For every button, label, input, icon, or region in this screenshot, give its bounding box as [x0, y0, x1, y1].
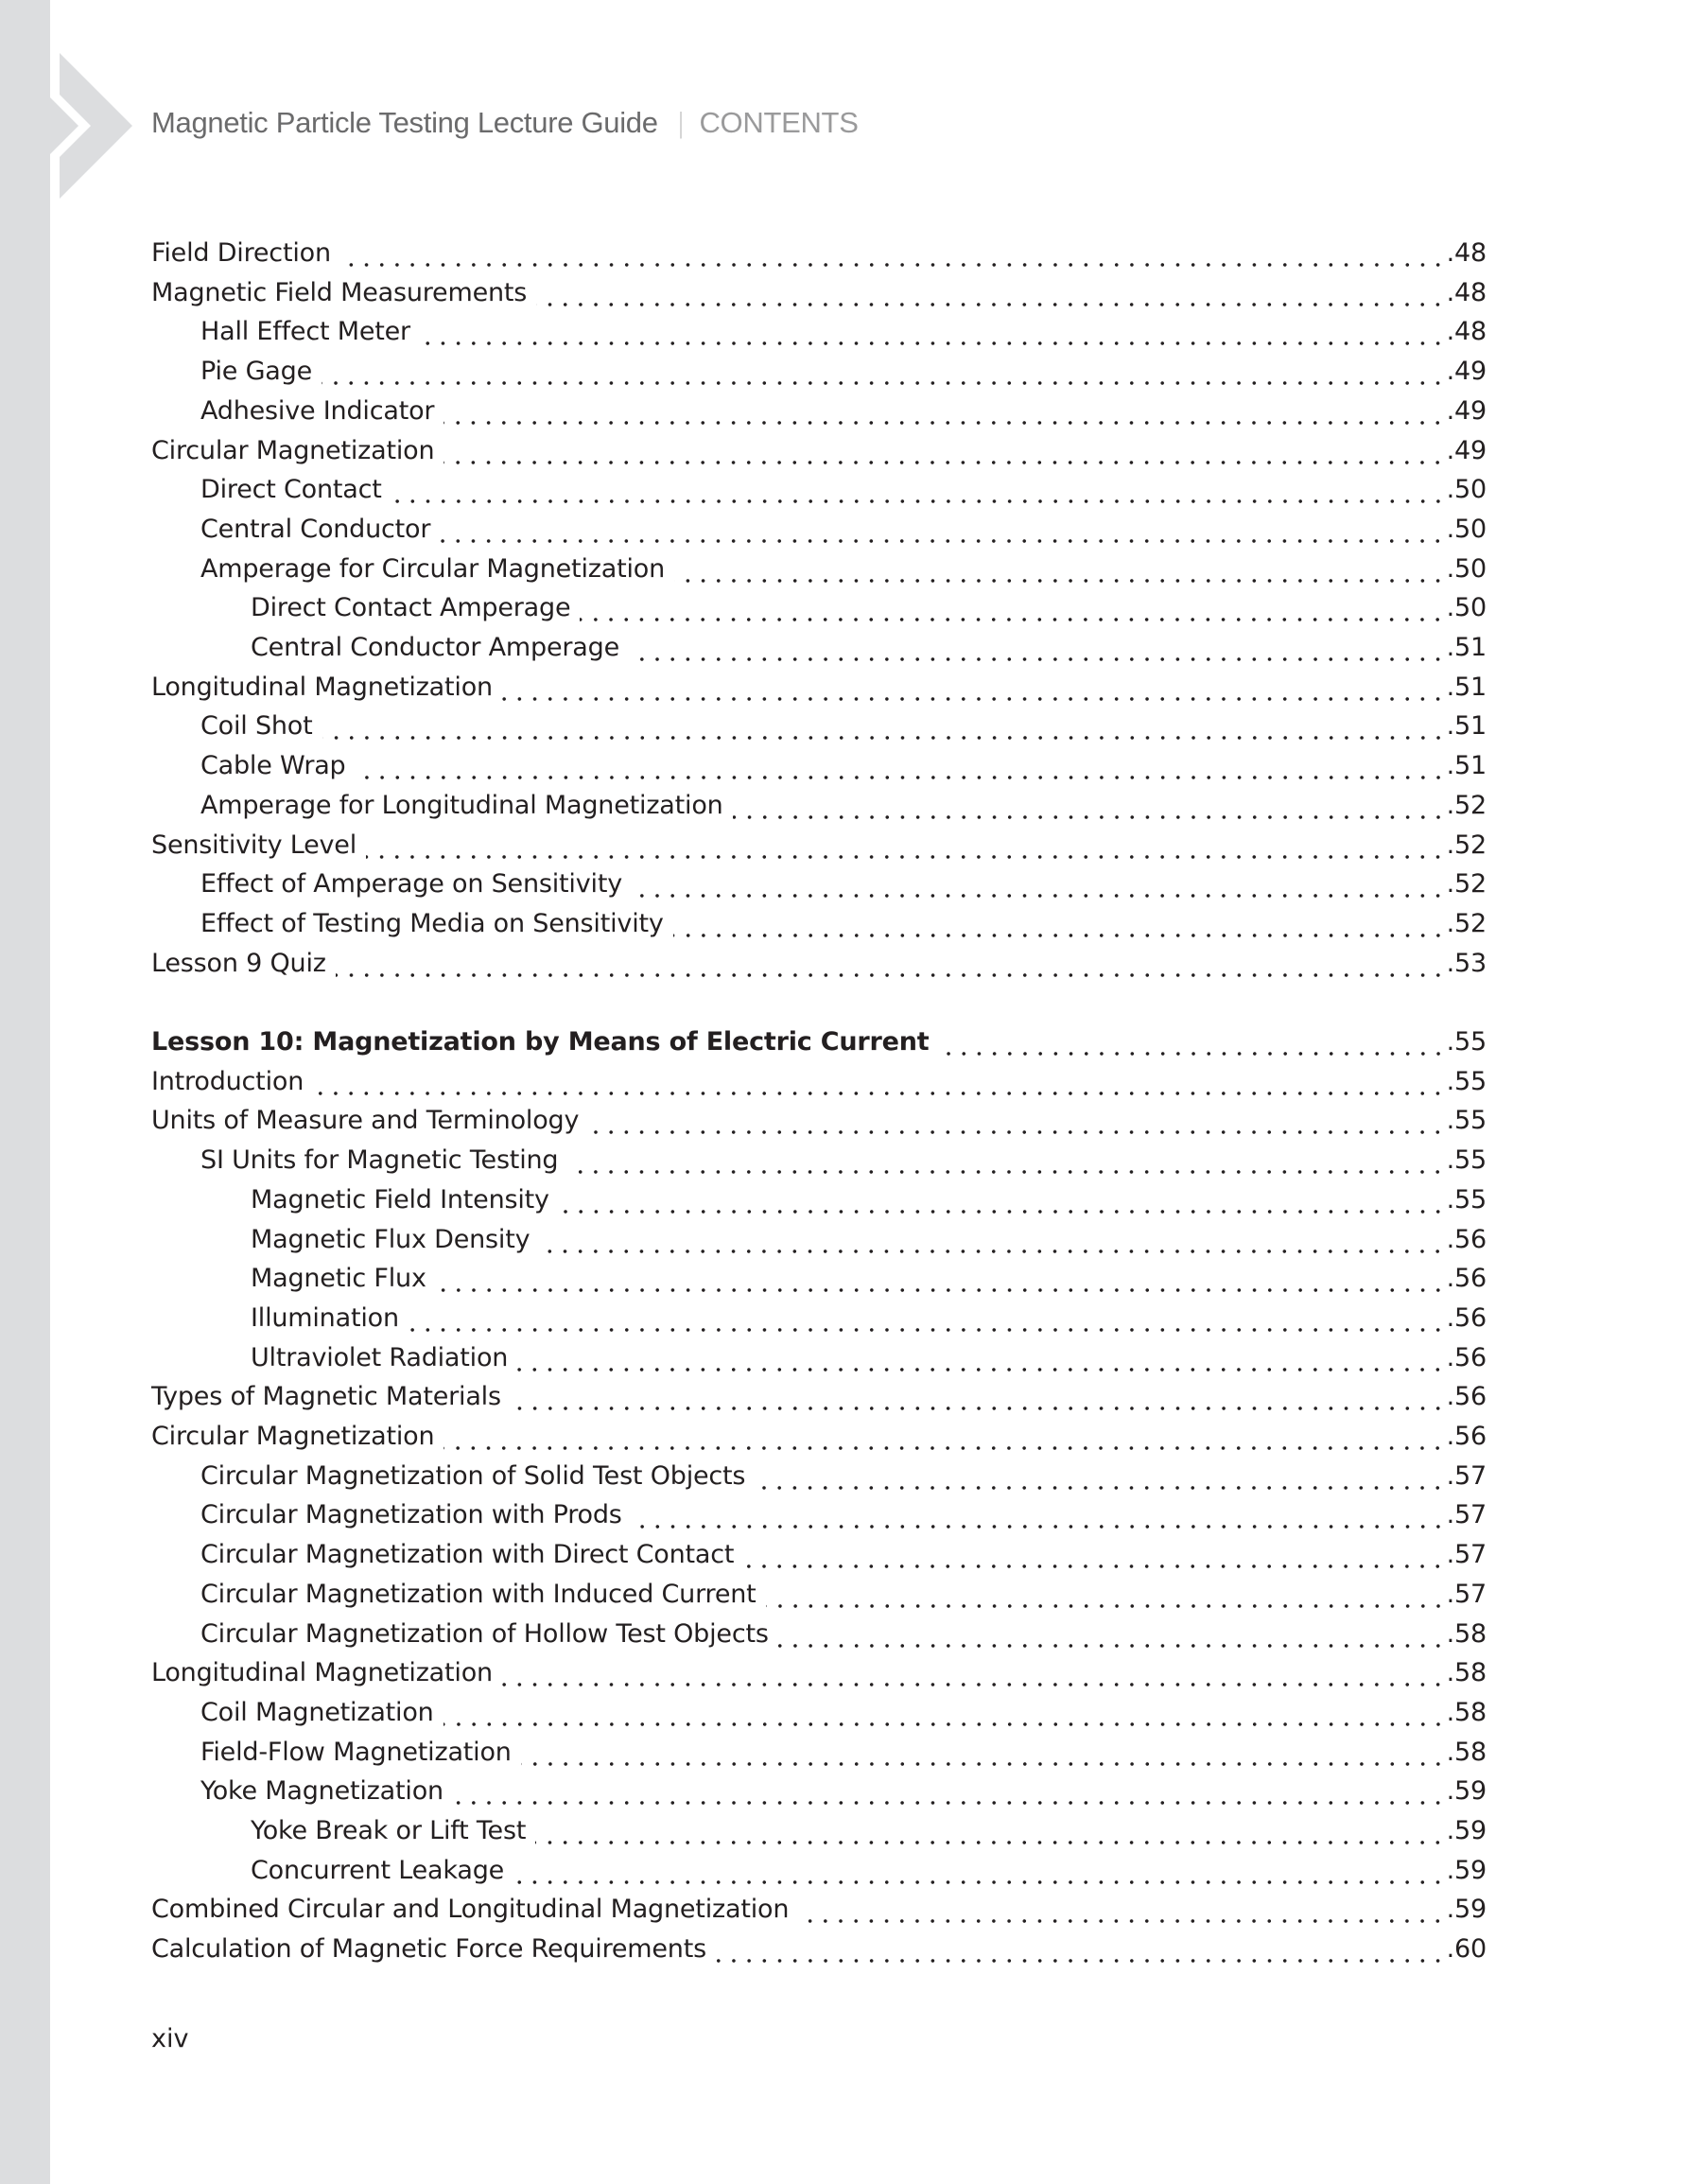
toc-entry-title: Circular Magnetization of Hollow Test Objects [200, 1618, 769, 1649]
toc-page-number: .58 [1446, 1618, 1487, 1649]
toc-page-number: .48 [1446, 238, 1487, 268]
toc-page-number: .51 [1446, 751, 1487, 781]
toc-entry[interactable] [151, 830, 1487, 870]
toc-page-number: .57 [1446, 1540, 1487, 1570]
toc-entry[interactable] [251, 1185, 1487, 1225]
toc-page-number: .50 [1446, 514, 1487, 544]
toc-entry-title: Calculation of Magnetic Force Requirements [151, 1934, 706, 1965]
toc-entry-title: Direct Contact [200, 475, 382, 505]
toc-entry-title: Coil Magnetization [200, 1697, 434, 1727]
dot-leader [674, 577, 1446, 585]
dot-leader [443, 459, 1445, 466]
toc-entry-title: Coil Shot [200, 711, 313, 742]
page-number: xiv [151, 2024, 189, 2053]
toc-page-number: .48 [1446, 317, 1487, 347]
toc-page-number: .50 [1446, 593, 1487, 623]
toc-entry-title: Central Conductor [200, 514, 431, 544]
toc-entry[interactable] [200, 1738, 1487, 1777]
toc-entry[interactable] [200, 751, 1487, 791]
toc-entry[interactable] [151, 1934, 1487, 1974]
toc-entry[interactable] [251, 1303, 1487, 1343]
toc-entry[interactable] [151, 1422, 1487, 1461]
toc-entry-title: Types of Magnetic Materials [151, 1382, 501, 1412]
toc-entry[interactable] [251, 633, 1487, 673]
toc-entry-title: Field-Flow Magnetization [200, 1737, 512, 1767]
toc-page-number: .48 [1446, 277, 1487, 307]
toc-entry[interactable] [151, 949, 1487, 988]
toc-entry-title: Units of Measure and Terminology [151, 1106, 580, 1136]
toc-entry[interactable] [200, 475, 1487, 515]
toc-entry-title: Introduction [151, 1066, 304, 1096]
dot-leader [366, 853, 1446, 861]
dot-leader [356, 774, 1446, 781]
toc-page-number: .51 [1446, 672, 1487, 702]
dot-leader [517, 1366, 1445, 1373]
toc-page-number: .56 [1446, 1264, 1487, 1294]
toc-page-number: .51 [1446, 711, 1487, 742]
toc-page-number: .55 [1446, 1184, 1487, 1214]
toc-entry[interactable] [251, 1856, 1487, 1896]
dot-leader [535, 1839, 1445, 1846]
toc-page-number: .52 [1446, 908, 1487, 938]
dot-leader [766, 1602, 1446, 1610]
toc-entry-title: Ultraviolet Radiation [251, 1342, 509, 1372]
toc-entry[interactable] [151, 238, 1487, 278]
dot-leader [513, 1878, 1446, 1886]
dot-leader [743, 1563, 1445, 1570]
dot-leader [716, 1957, 1446, 1965]
toc-page-number: .56 [1446, 1422, 1487, 1451]
toc-entry[interactable] [200, 711, 1487, 751]
dot-leader [580, 616, 1445, 623]
dot-leader [536, 301, 1446, 308]
toc-page-number: .52 [1446, 830, 1487, 860]
toc-entry-title: Field Direction [151, 238, 331, 268]
toc-entry[interactable] [200, 1500, 1487, 1540]
toc-entry[interactable] [200, 1776, 1487, 1816]
toc-entry-title: Magnetic Flux [251, 1264, 426, 1294]
toc-entry[interactable] [151, 1106, 1487, 1145]
toc-entry-title: Hall Effect Meter [200, 317, 410, 347]
toc-page-number: .58 [1446, 1697, 1487, 1727]
toc-page-number: .59 [1446, 1895, 1487, 1925]
toc-page-number: .52 [1446, 869, 1487, 900]
toc-page-number: .53 [1446, 948, 1487, 978]
dot-leader [733, 813, 1446, 821]
toc-entry-title: Concurrent Leakage [251, 1855, 505, 1885]
dot-leader [511, 1405, 1446, 1412]
toc-entry-title: Magnetic Flux Density [251, 1224, 530, 1254]
toc-entry-title: Direct Contact Amperage [251, 593, 571, 623]
dot-leader [939, 1050, 1446, 1057]
dot-leader [391, 498, 1446, 505]
toc-entry[interactable] [200, 1619, 1487, 1659]
dot-leader [440, 537, 1445, 545]
toc-entry-title: Effect of Testing Media on Sensitivity [200, 908, 664, 938]
toc-entry-title: Circular Magnetization with Prods [200, 1500, 622, 1530]
dot-leader [521, 1760, 1446, 1768]
dot-leader [322, 734, 1446, 742]
toc-page-number: .57 [1446, 1500, 1487, 1530]
toc-entry[interactable] [251, 1225, 1487, 1265]
toc-page-number: .52 [1446, 790, 1487, 820]
toc-entry-title: Sensitivity Level [151, 830, 357, 860]
toc-entry-title: Circular Magnetization with Direct Contact [200, 1540, 735, 1570]
toc-entry[interactable] [151, 673, 1487, 712]
toc-page-number: .55 [1446, 1106, 1487, 1136]
toc-entry-title: Magnetic Field Measurements [151, 277, 528, 307]
dot-leader [443, 1721, 1446, 1728]
toc-page-number: .59 [1446, 1816, 1487, 1845]
toc-entry-title: Longitudinal Magnetization [151, 1658, 493, 1688]
dot-leader [567, 1168, 1445, 1176]
toc-page-number: .49 [1446, 435, 1487, 465]
toc-page-number: .50 [1446, 553, 1487, 584]
dot-leader [502, 695, 1446, 703]
toc-entry[interactable] [200, 869, 1487, 909]
dot-leader [588, 1128, 1445, 1136]
toc-entry[interactable] [200, 554, 1487, 594]
toc-chapter-heading[interactable] [151, 1027, 1487, 1067]
toc-page-number: .50 [1446, 475, 1487, 505]
toc-page-number: .57 [1446, 1460, 1487, 1491]
toc-entry-title: Circular Magnetization of Solid Test Objects [200, 1460, 746, 1491]
toc-entry-title: Circular Magnetization with Induced Current [200, 1579, 757, 1609]
toc-entry-title: Cable Wrap [200, 751, 346, 781]
dot-leader [443, 419, 1445, 427]
dot-leader [755, 1484, 1445, 1492]
toc-entry[interactable] [200, 1145, 1487, 1185]
dot-leader [322, 379, 1446, 387]
toc-entry[interactable] [151, 278, 1487, 318]
toc-entry[interactable] [251, 1816, 1487, 1856]
toc-entry[interactable] [251, 593, 1487, 633]
header-separator: | [678, 106, 683, 139]
toc-entry[interactable] [151, 1895, 1487, 1934]
toc-entry-title: Effect of Amperage on Sensitivity [200, 869, 622, 900]
toc-entry[interactable] [151, 1382, 1487, 1422]
toc-page-number: .55 [1446, 1145, 1487, 1176]
toc-page-number: .55 [1446, 1066, 1487, 1096]
toc-entry[interactable] [200, 909, 1487, 949]
dot-leader [559, 1208, 1446, 1215]
toc-entry-title: Circular Magnetization [151, 435, 435, 465]
toc-entry-title: Pie Gage [200, 357, 313, 387]
toc-entry[interactable] [200, 1580, 1487, 1619]
dot-leader [443, 1444, 1445, 1452]
document-title: Magnetic Particle Testing Lecture Guide [151, 106, 658, 139]
toc-entry-title: Adhesive Indicator [200, 395, 435, 426]
toc-entry-title: Circular Magnetization [151, 1422, 435, 1451]
toc-page-number: .56 [1446, 1382, 1487, 1412]
toc-entry[interactable] [251, 1264, 1487, 1303]
dot-leader [436, 1286, 1446, 1294]
toc-entry[interactable] [200, 1698, 1487, 1738]
toc-page-number: .51 [1446, 633, 1487, 662]
toc-entry-title: Amperage for Circular Magnetization [200, 553, 665, 584]
toc-entry-title: Lesson 10: Magnetization by Means of Electric Current [151, 1027, 930, 1057]
dot-leader [453, 1799, 1446, 1807]
toc-entry[interactable] [200, 317, 1487, 357]
toc-page-number: .49 [1446, 395, 1487, 426]
toc-page-number: .57 [1446, 1579, 1487, 1609]
dot-leader [340, 261, 1446, 269]
dot-leader [632, 892, 1446, 900]
toc-entry[interactable] [200, 1461, 1487, 1501]
toc-entry[interactable] [151, 436, 1487, 476]
dot-leader [673, 932, 1446, 939]
toc-entry-title: Magnetic Field Intensity [251, 1184, 549, 1214]
toc-entry-title: Illumination [251, 1302, 399, 1333]
toc-page-number: .55 [1446, 1027, 1487, 1057]
toc-entry-title: Central Conductor Amperage [251, 633, 619, 662]
toc-entry[interactable] [200, 1540, 1487, 1580]
side-band [0, 0, 78, 2184]
toc-entry[interactable] [151, 1658, 1487, 1698]
toc-page-number: .56 [1446, 1224, 1487, 1254]
dot-leader [420, 340, 1446, 347]
toc-entry-title: Amperage for Longitudinal Magnetization [200, 790, 723, 820]
toc-page-number: .59 [1446, 1855, 1487, 1885]
running-header [151, 106, 859, 144]
dot-leader [409, 1326, 1446, 1334]
toc-entry[interactable] [200, 791, 1487, 830]
toc-entry-title: Yoke Magnetization [200, 1776, 443, 1807]
toc-page-number: .59 [1446, 1776, 1487, 1807]
side-band-decoration [0, 0, 151, 2184]
toc-entry[interactable] [200, 515, 1487, 554]
toc-entry[interactable] [200, 357, 1487, 396]
toc-entry-title: SI Units for Magnetic Testing [200, 1145, 559, 1176]
toc-entry[interactable] [251, 1343, 1487, 1383]
toc-page-number: .56 [1446, 1302, 1487, 1333]
dot-leader [798, 1917, 1445, 1925]
toc-entry[interactable] [151, 1067, 1487, 1107]
dot-leader [778, 1642, 1446, 1650]
dot-leader [539, 1248, 1445, 1255]
dot-leader [632, 1523, 1446, 1530]
toc-page-number: .49 [1446, 357, 1487, 387]
toc-entry-title: Longitudinal Magnetization [151, 672, 493, 702]
toc-page-number: .56 [1446, 1342, 1487, 1372]
toc-entry-title: Lesson 9 Quiz [151, 948, 326, 978]
dot-leader [629, 655, 1446, 663]
toc-entry-title: Yoke Break or Lift Test [251, 1816, 527, 1845]
toc-page-number: .58 [1446, 1658, 1487, 1688]
dot-leader [313, 1090, 1446, 1097]
toc-page-number: .60 [1446, 1934, 1487, 1965]
dot-leader [336, 971, 1446, 979]
dot-leader [502, 1681, 1446, 1688]
toc-entry-title: Combined Circular and Longitudinal Magnetization [151, 1895, 790, 1925]
toc-entry[interactable] [200, 396, 1487, 436]
section-name: CONTENTS [699, 106, 859, 139]
toc-page-number: .58 [1446, 1737, 1487, 1767]
